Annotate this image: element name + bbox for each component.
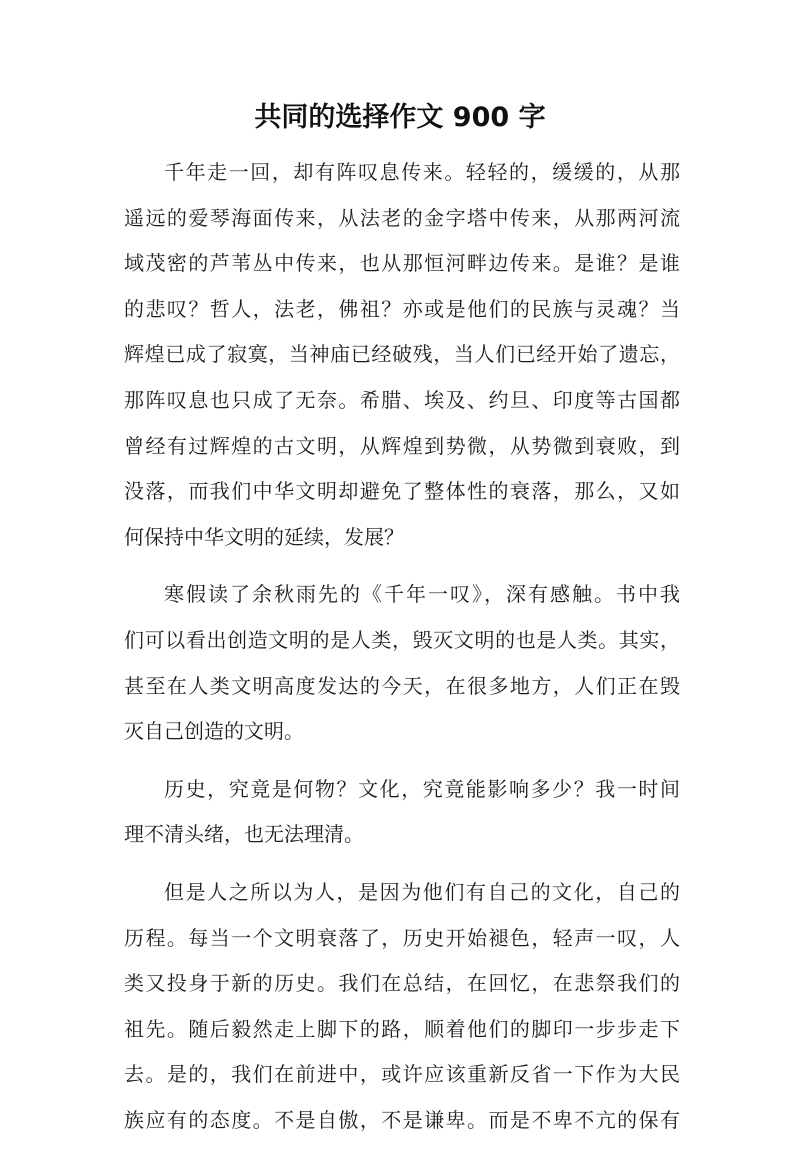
text-line: 那阵叹息也只成了无奈。希腊、埃及、约旦、印度等古国都 [124, 387, 680, 412]
text-line: 们可以看出创造文明的是人类，毁灭文明的也是人类。其实， [124, 627, 680, 652]
paragraph-1 [124, 150, 680, 560]
text-line: 理不清头绪，也无法理清。 [124, 822, 364, 847]
paragraph-2 [124, 572, 680, 754]
document-title: 共同的选择作文 900 字 [254, 102, 546, 133]
text-line: 类又投身于新的历史。我们在总结，在回忆，在悲祭我们的 [124, 971, 680, 996]
text-line: 甚至在人类文明高度发达的今天，在很多地方，人们正在毁 [124, 673, 680, 698]
text-line: 遥远的爱琴海面传来，从法老的金字塔中传来，从那两河流 [124, 205, 680, 230]
text-line: 历程。每当一个文明衰落了，历史开始褪色，轻声一叹，人 [124, 925, 680, 950]
text-line: 何保持中华文明的延续，发展？ [124, 524, 404, 549]
text-line: 域茂密的芦苇丛中传来，也从那恒河畔边传来。是谁？是谁 [124, 251, 680, 276]
text-line: 千年走一回，却有阵叹息传来。轻轻的，缓缓的，从那 [164, 160, 680, 184]
text-line: 灭自己创造的文明。 [124, 719, 304, 744]
text-line: 没落，而我们中华文明却避免了整体性的衰落，那么，又如 [124, 479, 680, 504]
text-line: 去。是的，我们在前进中，或许应该重新反省一下作为大民 [124, 1062, 680, 1087]
text-line: 祖先。随后毅然走上脚下的路，顺着他们的脚印一步步走下 [124, 1016, 680, 1041]
text-line: 但是人之所以为人，是因为他们有自己的文化，自己的 [164, 879, 680, 904]
paragraph-3 [124, 767, 680, 858]
text-line: 的悲叹？哲人，法老，佛祖？亦或是他们的民族与灵魂？当 [124, 296, 680, 321]
text-line: 族应有的态度。不是自傲，不是谦卑。而是不卑不亢的保有 [124, 1107, 680, 1132]
paragraph-4 [124, 870, 680, 1144]
document-body [124, 150, 680, 1155]
text-line: 寒假读了余秋雨先的《千年一叹》，深有感触。书中我 [164, 582, 680, 607]
text-line: 历史，究竟是何物？文化，究竟能影响多少？我一时间 [164, 776, 680, 801]
text-line: 辉煌已成了寂寞，当神庙已经破残，当人们已经开始了遗忘， [124, 342, 680, 367]
text-line: 曾经有过辉煌的古文明，从辉煌到势微，从势微到衰败，到 [124, 433, 680, 458]
